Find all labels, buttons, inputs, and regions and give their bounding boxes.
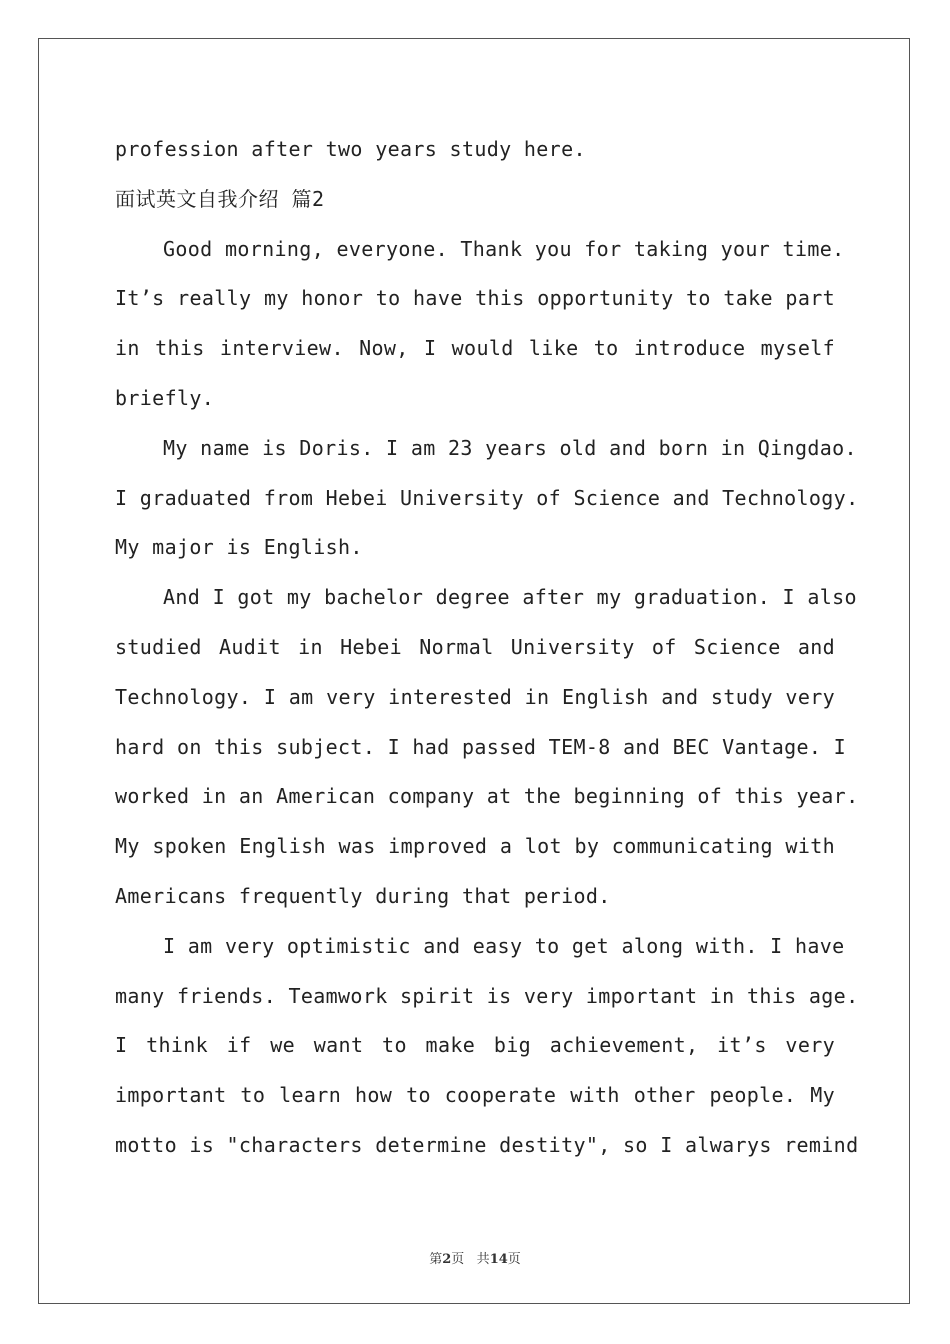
footer-total-pages: 14	[489, 1252, 508, 1267]
text-line: I am very optimistic and easy to get along with. I have	[163, 933, 845, 958]
text-line: worked in an American company at the beginning of this year.	[115, 784, 859, 809]
text-line: My name is Doris. I am 23 years old and born in Qingdao.	[163, 435, 857, 460]
page-footer	[0, 1248, 950, 1267]
text-line: I graduated from Hebei University of Science and Technology.	[115, 485, 859, 510]
footer-page-number: 2	[442, 1252, 452, 1267]
text-line: studied Audit in Hebei Normal University of Science and	[115, 634, 835, 659]
footer-page-prefix: 第	[429, 1252, 443, 1267]
text-line: Technology. I am very interested in English and study very	[115, 684, 835, 709]
text-line: Good morning, everyone. Thank you for taking your time.	[163, 236, 845, 261]
text-line: motto is "characters determine destity", so I alwarys remind	[115, 1132, 859, 1157]
document-body	[115, 125, 859, 1171]
text-line: profession after two years study here.	[115, 137, 586, 161]
text-line: And I got my bachelor degree after my graduation. I also	[163, 585, 857, 610]
text-line: I think if we want to make big achievement, it’s very	[115, 1033, 835, 1058]
text-line: My spoken English was improved a lot by communicating with	[115, 834, 835, 859]
footer-total-prefix: 共	[476, 1252, 490, 1267]
footer-total-suffix: 页	[507, 1252, 521, 1267]
text-line: many friends. Teamwork spirit is very important in this age.	[115, 983, 859, 1008]
text-line: in this interview. Now, I would like to introduce myself	[115, 336, 835, 361]
footer-page-suffix: 页	[451, 1252, 465, 1267]
text-line: briefly.	[115, 385, 215, 410]
text-line: hard on this subject. I had passed TEM-8 and BEC Vantage. I	[115, 734, 847, 759]
text-line: My major is English.	[115, 535, 363, 560]
text-line: important to learn how to cooperate with other people. My	[115, 1083, 835, 1108]
text-line: Americans frequently during that period.	[115, 883, 611, 908]
section-heading: 面试英文自我介绍 篇2	[115, 186, 325, 211]
text-line: It’s really my honor to have this opportunity to take part	[115, 286, 835, 311]
